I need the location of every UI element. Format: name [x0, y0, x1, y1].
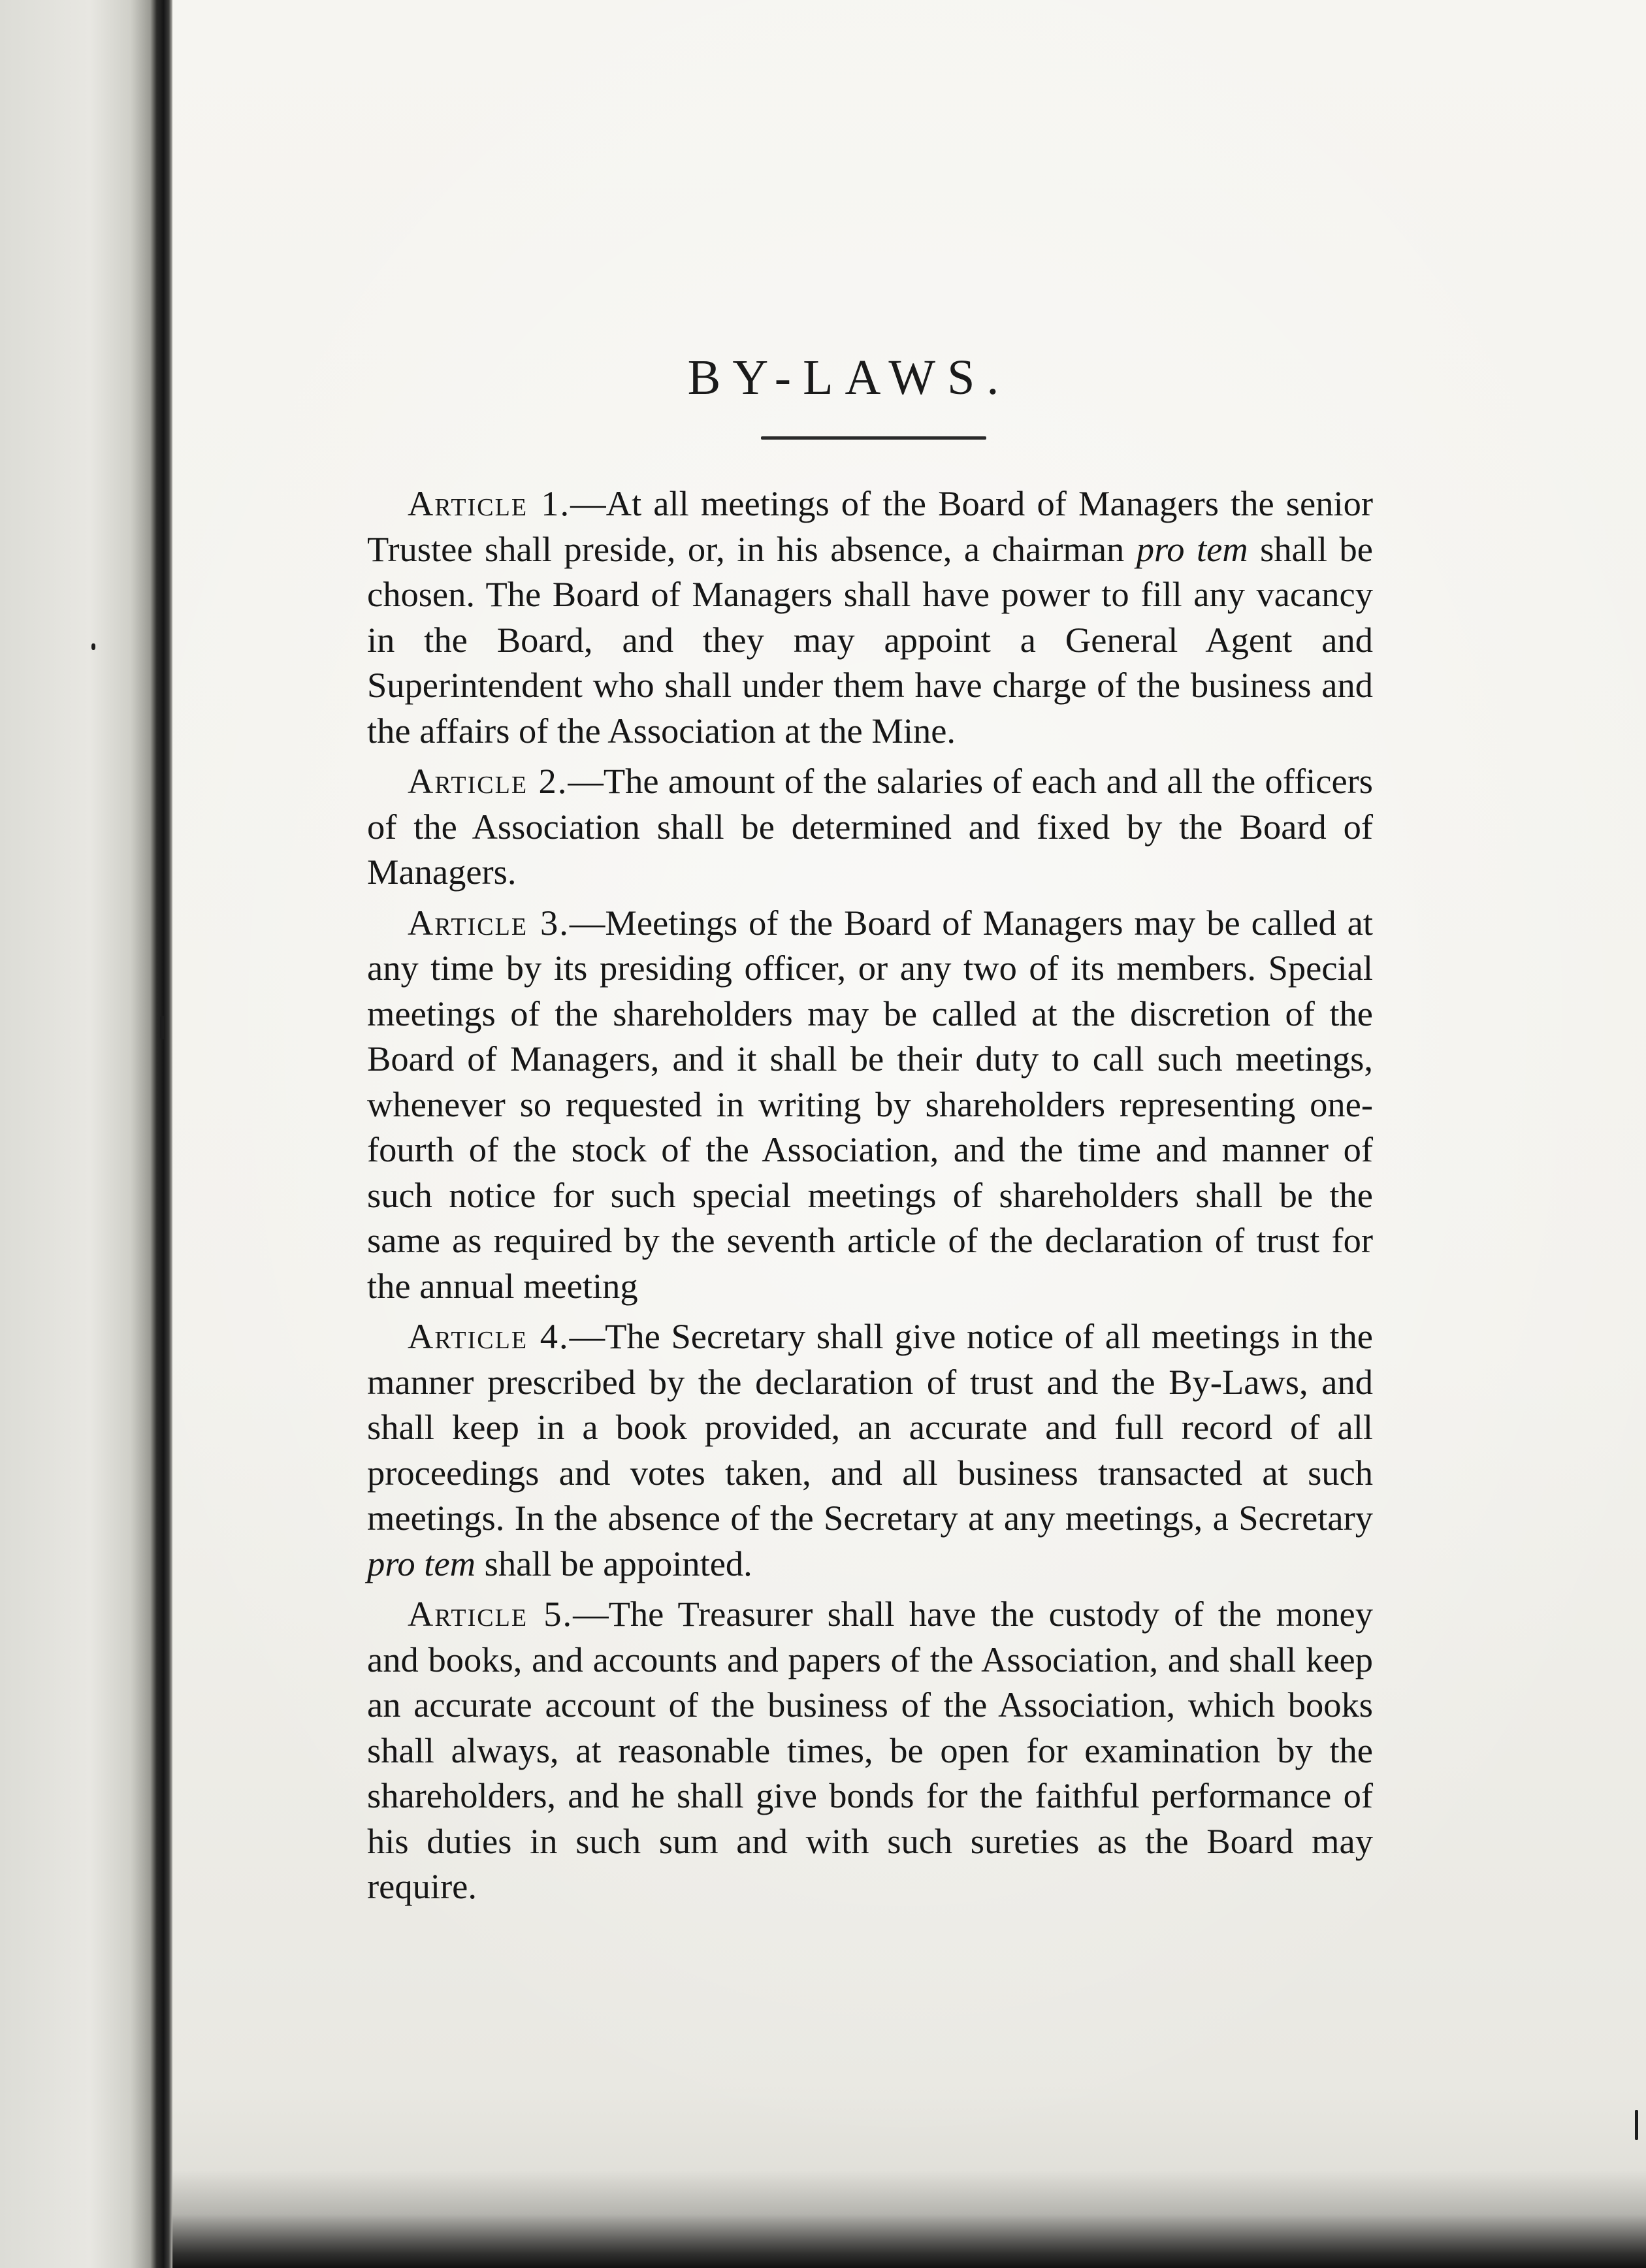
page-title: BY-LAWS. [687, 350, 1011, 405]
article-text: —At all meetings of the Board of Managers the senior Trustee shall preside, or, in his absence, a chairman [367, 483, 1373, 569]
scan-speck [91, 643, 95, 650]
article-2 [367, 758, 1373, 895]
by-laws-text [367, 481, 1373, 1915]
article-5 [367, 1591, 1373, 1909]
article-label: Article 2. [408, 761, 568, 801]
page-binding-shadow [163, 0, 172, 2268]
article-text: —The Treasurer shall have the custody of the money and books, and accounts and papers of the Association, and shall keep an accurate account of the business of the Association, which books shall always, at reasonable times, be open for examination by the shareholders, and he shall give bonds for the faithful performance of his duties in such sum and with such sureties as the Board may require. [367, 1594, 1373, 1906]
article-text: shall be chosen. The Board of Managers shall have power to fill any vacancy in the Board, and they may appoint a General Agent and Superintendent who shall under them have charge of the business and the affairs of the Association at the Mine. [367, 528, 1373, 751]
article-text-italic: pro tem [367, 1543, 476, 1583]
article-4 [367, 1314, 1373, 1586]
article-text-italic: pro tem [1136, 528, 1248, 569]
article-label: Article 1. [408, 483, 571, 523]
article-text: —The amount of the salaries of each and all the officers of the Association shall be determined and fixed by the Board of Managers. [367, 761, 1374, 892]
article-text: shall be appointed. [476, 1543, 752, 1583]
page-bottom-shadow [172, 2170, 1646, 2268]
article-text: —Meetings of the Board of Managers may be called at any time by its presiding officer, or any two of its members. Special meetings of the shareholders may be called at the discretion of the Board of Managers, and it shall be their duty to call such meetings, whenever so requested in writing by shareholders representing one-fourth of the stock of the Association, and the time and manner of such notice for such special meetings of shareholders shall be the same as required by the seventh article of the declaration of trust for the annual meeting [367, 902, 1373, 1306]
article-label: Article 4. [408, 1316, 570, 1356]
title-rule [761, 436, 986, 440]
article-1 [367, 481, 1373, 753]
article-3 [367, 900, 1373, 1309]
scan-speck [1635, 2110, 1638, 2140]
article-label: Article 5. [408, 1594, 573, 1634]
article-label: Article 3. [408, 902, 570, 943]
article-text: —The Secretary shall give notice of all meetings in the manner prescribed by the declaration of trust and the By-Laws, and shall keep in a book provided, an accurate and full record of all proceedings and votes taken, and all business transacted at such meetings. In the absence of the Secretary at any meetings, a Secretary [367, 1316, 1373, 1538]
scan-speck [160, 1016, 165, 1039]
page-binding-edge [0, 0, 163, 2268]
